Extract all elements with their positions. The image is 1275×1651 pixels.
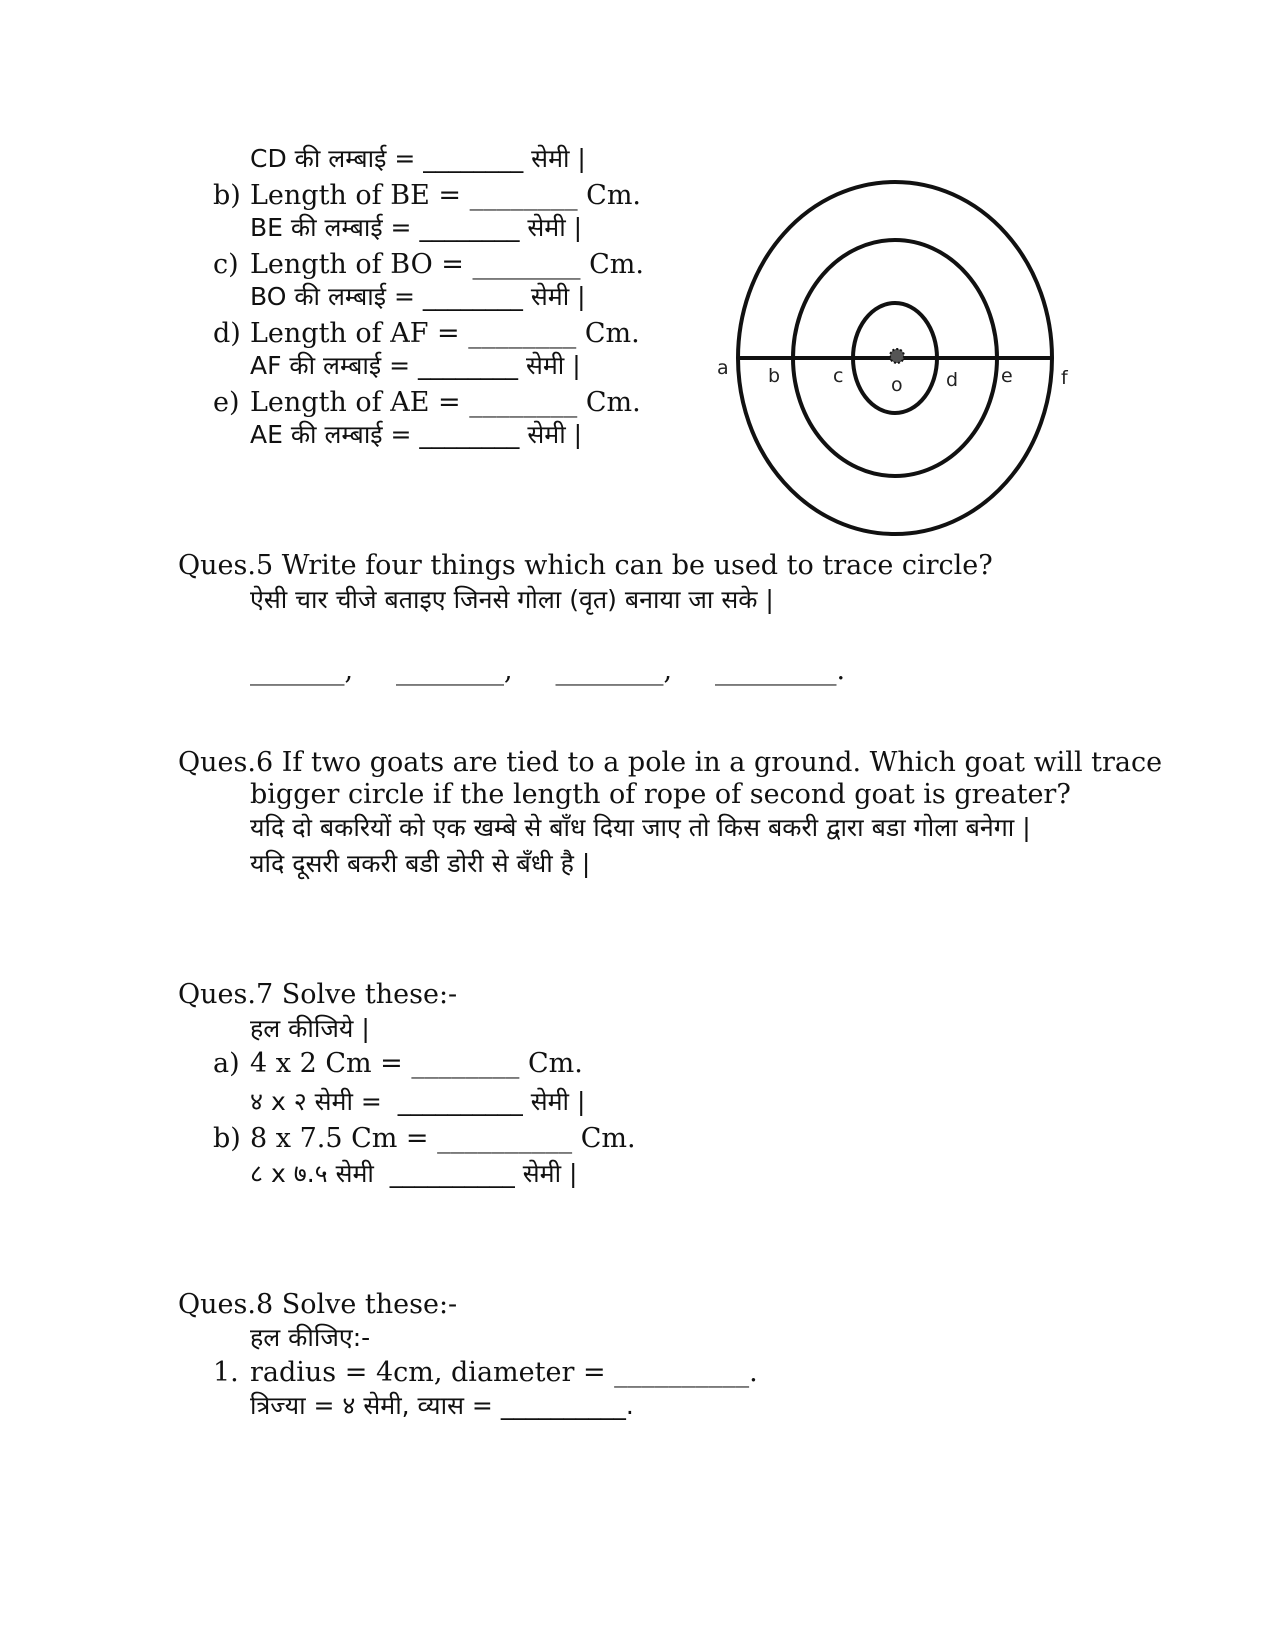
q7-a-hindi: ४ x २ सेमी = __________ सेमी | xyxy=(250,1087,586,1116)
label-a: a xyxy=(717,357,729,379)
label-o: o xyxy=(891,374,903,396)
q7-question: Ques.7 Solve these:- xyxy=(178,979,458,1010)
q4-c-english: Length of BO = ________ Cm. xyxy=(250,249,644,280)
q4-c-hindi: BO की लम्बाई = ________ सेमी | xyxy=(250,282,586,311)
q4-d-english: Length of AF = ________ Cm. xyxy=(250,318,640,349)
q7-hindi: हल कीजिये | xyxy=(250,1014,370,1043)
q7-b-hindi: ८ x ७.५ सेमी __________ सेमी | xyxy=(250,1159,578,1188)
q7-b-english: 8 x 7.5 Cm = __________ Cm. xyxy=(250,1123,636,1154)
q8-item-hindi: त्रिज्या = ४ सेमी, व्यास = __________. xyxy=(250,1391,634,1420)
q4-b-hindi: BE की लम्बाई = ________ सेमी | xyxy=(250,213,583,242)
q4-e-label: e) xyxy=(213,387,240,418)
center-dot xyxy=(890,349,904,363)
q8-item-label: 1. xyxy=(213,1357,239,1388)
q5-question: Ques.5 Write four things which can be used to trace circle? xyxy=(178,550,993,581)
q5-hindi: ऐसी चार चीजे बताइए जिनसे गोला (वृत) बनाया जा सके | xyxy=(250,585,774,614)
q4-a-hindi: CD की लम्बाई = ________ सेमी | xyxy=(250,144,586,173)
label-b: b xyxy=(768,365,781,387)
q4-e-hindi: AE की लम्बाई = ________ सेमी | xyxy=(250,420,583,449)
q6-question-line2: bigger circle if the length of rope of second goat is greater? xyxy=(250,779,1071,810)
q8-item-english: radius = 4cm, diameter = __________. xyxy=(250,1357,758,1388)
label-f: f xyxy=(1061,367,1068,389)
label-c: c xyxy=(833,365,844,387)
q8-hindi: हल कीजिए:- xyxy=(250,1323,371,1352)
q6-hindi-line2: यदि दूसरी बकरी बडी डोरी से बँधी है | xyxy=(250,849,591,878)
q7-b-label: b) xyxy=(213,1123,241,1154)
q7-a-english: 4 x 2 Cm = ________ Cm. xyxy=(250,1048,583,1079)
q4-d-label: d) xyxy=(213,318,241,349)
q4-d-hindi: AF की लम्बाई = ________ सेमी | xyxy=(250,351,581,380)
label-d: d xyxy=(946,369,959,391)
q7-a-label: a) xyxy=(213,1048,240,1079)
q6-question-line1: Ques.6 If two goats are tied to a pole in a ground. Which goat will trace xyxy=(178,747,1163,778)
q4-b-english: Length of BE = ________ Cm. xyxy=(250,180,641,211)
q4-e-english: Length of AE = ________ Cm. xyxy=(250,387,641,418)
q4-b-label: b) xyxy=(213,180,241,211)
q4-c-label: c) xyxy=(213,249,239,280)
q8-question: Ques.8 Solve these:- xyxy=(178,1289,458,1320)
label-e: e xyxy=(1001,365,1013,387)
q6-hindi-line1: यदि दो बकरियों को एक खम्बे से बाँध दिया जाए तो किस बकरी द्वारा बडा गोला बनेगा | xyxy=(250,813,1031,842)
concentric-circles-diagram xyxy=(700,150,1100,550)
q5-answer-blanks: _______, ________, ________, _________. xyxy=(250,655,846,686)
